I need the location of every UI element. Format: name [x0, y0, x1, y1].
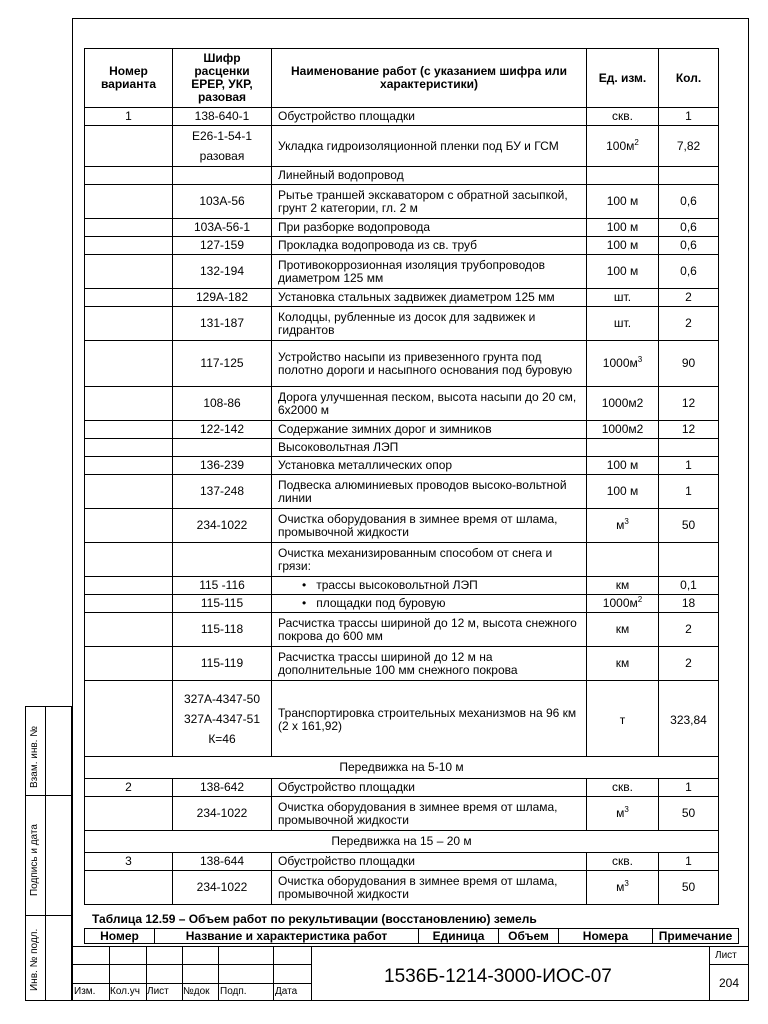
unit-superscript: 3: [624, 805, 629, 814]
table-row: [85, 871, 719, 905]
reclamation-table-header: [84, 928, 739, 944]
title-block: [72, 946, 749, 1001]
table-row: [85, 289, 719, 307]
reclamation-header-note: Примечание: [653, 929, 739, 944]
cell-unit: [587, 797, 659, 831]
cell-name: Обустройство площадки: [272, 108, 587, 126]
cell-unit: [587, 543, 659, 577]
cell-code: 138-644: [173, 853, 272, 871]
code-line: Е26-1-54-1: [191, 129, 253, 143]
table-row: [85, 255, 719, 289]
cell-name: • площадки под буровую: [272, 595, 587, 613]
cell-variant: [85, 509, 173, 543]
cell-qty: 0,6: [659, 255, 719, 289]
cell-unit: [587, 255, 659, 289]
cell-variant: [85, 219, 173, 237]
cell-variant: [85, 647, 173, 681]
reclamation-header-number: Номер: [85, 929, 155, 944]
table-header-row: [85, 49, 719, 108]
cell-variant: [85, 421, 173, 439]
unit-text: 1000м: [602, 596, 638, 610]
header-variant: Номер варианта: [85, 49, 173, 108]
table-row: [85, 387, 719, 421]
unit-text: 100 м: [606, 458, 639, 472]
unit-text: шт.: [613, 290, 632, 304]
table-row: [85, 126, 719, 167]
cell-code: 127-159: [173, 237, 272, 255]
cell-qty: 0,6: [659, 219, 719, 237]
table-row: [85, 543, 719, 577]
table-row: [85, 577, 719, 595]
side-approval-strip: [25, 706, 72, 1001]
reclamation-header-numbers: Номера: [559, 929, 653, 944]
cell-name: Очистка механизированным способом от снега и грязи:: [272, 543, 587, 577]
unit-text: м: [616, 806, 625, 820]
cell-qty: 50: [659, 797, 719, 831]
cell-code: 132-194: [173, 255, 272, 289]
cell-code: [173, 126, 272, 167]
cell-qty: 2: [659, 289, 719, 307]
table-row: [85, 167, 719, 185]
cell-code: [173, 681, 272, 757]
cell-name: Очистка оборудования в зимнее время от шлама, промывочной жидкости: [272, 797, 587, 831]
table-row: [85, 219, 719, 237]
cell-unit: [587, 185, 659, 219]
cell-code: 115 -116: [173, 577, 272, 595]
cell-unit: [587, 167, 659, 185]
section-row: [85, 831, 719, 853]
header-code: Шифр расценки ЕРЕР, УКР, разовая: [173, 49, 272, 108]
cell-qty: 1: [659, 457, 719, 475]
unit-superscript: 3: [624, 517, 629, 526]
side-label-original-inv: Инв. № подл.: [29, 928, 40, 991]
cell-unit: [587, 439, 659, 457]
cell-code: [173, 167, 272, 185]
cell-variant: 2: [85, 779, 173, 797]
cell-qty: 1: [659, 853, 719, 871]
section-row: [85, 757, 719, 779]
cell-unit: [587, 613, 659, 647]
cell-variant: 1: [85, 108, 173, 126]
reclamation-header-volume: Объем: [499, 929, 559, 944]
cell-unit: [587, 647, 659, 681]
stamp-label-izm: Изм.: [74, 986, 96, 997]
cell-name: Обустройство площадки: [272, 853, 587, 871]
cell-unit: [587, 421, 659, 439]
cell-qty: 2: [659, 613, 719, 647]
side-label-replace-inv: Взам. инв. №: [29, 726, 40, 788]
side-label-signature-date: Подпись и дата: [29, 824, 40, 896]
cell-name: • трассы высоковольтной ЛЭП: [272, 577, 587, 595]
cell-name: Расчистка трассы шириной до 12 м на дополнительные 100 мм снежного покрова: [272, 647, 587, 681]
unit-text: 100 м: [606, 238, 639, 252]
cell-unit: [587, 108, 659, 126]
cell-code: 115-119: [173, 647, 272, 681]
cell-qty: [659, 439, 719, 457]
cell-code: 137-248: [173, 475, 272, 509]
unit-text: 100 м: [606, 194, 639, 208]
cell-code: 117-125: [173, 341, 272, 387]
cell-unit: [587, 237, 659, 255]
table-row: [85, 779, 719, 797]
cell-code: 115-115: [173, 595, 272, 613]
table-row: [85, 307, 719, 341]
unit-text: шт.: [613, 316, 632, 330]
section-title: Передвижка на 5-10 м: [85, 757, 719, 779]
cell-qty: 1: [659, 108, 719, 126]
header-name: Наименование работ (с указанием шифра или характеристики): [272, 49, 587, 108]
table-row: [85, 341, 719, 387]
cell-name: Расчистка трассы шириной до 12 м, высота снежного покрова до 600 мм: [272, 613, 587, 647]
table-row: [85, 421, 719, 439]
cell-name: Устройство насыпи из привезенного грунта под полотно дороги и насыпного основания под буровую: [272, 341, 587, 387]
cell-code: 138-642: [173, 779, 272, 797]
cell-variant: [85, 681, 173, 757]
unit-text: м: [616, 880, 625, 894]
cell-unit: [587, 341, 659, 387]
table-row: [85, 475, 719, 509]
cell-code: 234-1022: [173, 871, 272, 905]
sheet-label: Лист: [715, 950, 737, 961]
cell-unit: т: [587, 681, 659, 757]
cell-variant: [85, 185, 173, 219]
unit-text: 100 м: [606, 220, 639, 234]
cell-name: Укладка гидроизоляционной пленки под БУ и ГСМ: [272, 126, 587, 167]
cell-qty: 1: [659, 475, 719, 509]
cell-unit: [587, 871, 659, 905]
unit-text: 100 м: [606, 484, 639, 498]
cell-qty: 12: [659, 421, 719, 439]
stamp-label-list: Лист: [147, 986, 169, 997]
header-unit: Ед. изм.: [587, 49, 659, 108]
sheet-number: 204: [719, 976, 740, 990]
cell-unit: [587, 289, 659, 307]
cell-qty: 90: [659, 341, 719, 387]
cell-name: Колодцы, рубленные из досок для задвижек и гидрантов: [272, 307, 587, 341]
cell-name: Противокоррозионная изоляция трубопроводов диаметром 125 мм: [272, 255, 587, 289]
cell-code: 108-86: [173, 387, 272, 421]
cell-qty: [659, 543, 719, 577]
cell-variant: [85, 237, 173, 255]
cell-name: Прокладка водопровода из св. труб: [272, 237, 587, 255]
cell-code: [173, 439, 272, 457]
table-row: [85, 509, 719, 543]
cell-qty: 18: [659, 595, 719, 613]
table-row: [85, 185, 719, 219]
cell-variant: [85, 255, 173, 289]
stamp-label-date: Дата: [275, 986, 298, 997]
cell-unit: [587, 475, 659, 509]
cell-qty: 0,6: [659, 185, 719, 219]
stamp-label-sign: Подп.: [220, 986, 247, 997]
reclamation-header-name: Название и характеристика работ: [155, 929, 419, 944]
cell-name: Транспортировка строительных механизмов на 96 км (2 х 161,92): [272, 681, 587, 757]
code-line: К=46: [208, 731, 236, 746]
cell-name: Высоковольтная ЛЭП: [272, 439, 587, 457]
unit-text: км: [615, 622, 630, 636]
cell-variant: [85, 613, 173, 647]
cell-name: Обустройство площадки: [272, 779, 587, 797]
cell-code: 131-187: [173, 307, 272, 341]
stamp-label-doc: №док: [183, 986, 210, 997]
table-row: [85, 108, 719, 126]
table-row: [85, 613, 719, 647]
cell-qty: 323,84: [659, 681, 719, 757]
cell-qty: [659, 167, 719, 185]
cell-variant: [85, 289, 173, 307]
cell-name: Подвеска алюминиевых проводов высоко-вольтной линии: [272, 475, 587, 509]
cell-code: 103А-56: [173, 185, 272, 219]
unit-text: 1000м: [602, 356, 638, 370]
cell-unit: [587, 779, 659, 797]
cell-name: Очистка оборудования в зимнее время от шлама, промывочной жидкости: [272, 871, 587, 905]
cell-unit: [587, 595, 659, 613]
document-number: 1536Б-1214-3000-ИОС-07: [384, 966, 612, 987]
unit-text: км: [615, 578, 630, 592]
cell-name: Рытье траншей экскаватором с обратной засыпкой, грунт 2 категории, гл. 2 м: [272, 185, 587, 219]
cell-variant: [85, 307, 173, 341]
cell-variant: [85, 439, 173, 457]
cell-qty: 2: [659, 647, 719, 681]
unit-superscript: 3: [624, 879, 629, 888]
cell-code: [173, 543, 272, 577]
cell-qty: 0,1: [659, 577, 719, 595]
cell-qty: 12: [659, 387, 719, 421]
cell-unit: [587, 387, 659, 421]
unit-text: 100 м: [606, 264, 639, 278]
cell-name: Установка стальных задвижек диаметром 125 мм: [272, 289, 587, 307]
cell-code: 138-640-1: [173, 108, 272, 126]
cell-variant: [85, 167, 173, 185]
table-row: [85, 439, 719, 457]
unit-text: скв.: [612, 109, 633, 123]
cell-variant: [85, 341, 173, 387]
cell-code: 234-1022: [173, 509, 272, 543]
cell-unit: [587, 126, 659, 167]
cell-qty: 50: [659, 509, 719, 543]
cell-code: 136-239: [173, 457, 272, 475]
unit-text: скв.: [612, 854, 633, 868]
cell-unit: [587, 457, 659, 475]
table-row: [85, 237, 719, 255]
cell-qty: 1: [659, 779, 719, 797]
unit-superscript: 2: [637, 595, 643, 604]
cell-variant: [85, 457, 173, 475]
cell-variant: [85, 387, 173, 421]
unit-text: 100м: [606, 138, 635, 153]
stamp-label-kolich: Кол.уч: [110, 986, 140, 997]
header-qty: Кол.: [659, 49, 719, 108]
cell-variant: [85, 577, 173, 595]
table-caption: Таблица 12.59 – Объем работ по рекультивации (восстановлению) земель: [92, 912, 537, 926]
table-row: [85, 681, 719, 757]
cell-variant: [85, 126, 173, 167]
cell-qty: 0,6: [659, 237, 719, 255]
cell-qty: 2: [659, 307, 719, 341]
cell-qty: 7,82: [659, 126, 719, 167]
table-row: [85, 647, 719, 681]
cell-name: Установка металлических опор: [272, 457, 587, 475]
cell-unit: [587, 219, 659, 237]
cell-code: 103А-56-1: [173, 219, 272, 237]
works-table: [84, 48, 719, 905]
cell-code: 234-1022: [173, 797, 272, 831]
cell-unit: [587, 509, 659, 543]
cell-variant: [85, 797, 173, 831]
cell-code: 122-142: [173, 421, 272, 439]
code-line: разовая: [199, 149, 245, 163]
unit-text: м: [616, 518, 625, 532]
unit-text: 1000м2: [601, 396, 644, 410]
code-line: 327А-4347-50: [183, 691, 261, 706]
cell-variant: [85, 543, 173, 577]
cell-code: 115-118: [173, 613, 272, 647]
cell-name: Содержание зимних дорог и зимников: [272, 421, 587, 439]
cell-name: Линейный водопровод: [272, 167, 587, 185]
unit-text: скв.: [612, 780, 633, 794]
unit-text: км: [615, 656, 630, 670]
table-row: [85, 853, 719, 871]
cell-variant: [85, 871, 173, 905]
table-row: [85, 797, 719, 831]
unit-superscript: 2: [634, 137, 639, 147]
reclamation-header-unit: Единица: [419, 929, 499, 944]
cell-variant: 3: [85, 853, 173, 871]
unit-superscript: 3: [637, 355, 643, 364]
cell-code: 129А-182: [173, 289, 272, 307]
table-row: [85, 595, 719, 613]
cell-name: Дорога улучшенная песком, высота насыпи до 20 см, 6х2000 м: [272, 387, 587, 421]
code-line: 327А-4347-51: [183, 711, 261, 726]
cell-unit: [587, 307, 659, 341]
cell-name: При разборке водопровода: [272, 219, 587, 237]
cell-qty: 50: [659, 871, 719, 905]
cell-variant: [85, 475, 173, 509]
cell-name: Очистка оборудования в зимнее время от шлама, промывочной жидкости: [272, 509, 587, 543]
table-row: [85, 457, 719, 475]
cell-unit: [587, 577, 659, 595]
cell-variant: [85, 595, 173, 613]
section-title: Передвижка на 15 – 20 м: [85, 831, 719, 853]
cell-unit: [587, 853, 659, 871]
unit-text: 1000м2: [601, 422, 644, 436]
